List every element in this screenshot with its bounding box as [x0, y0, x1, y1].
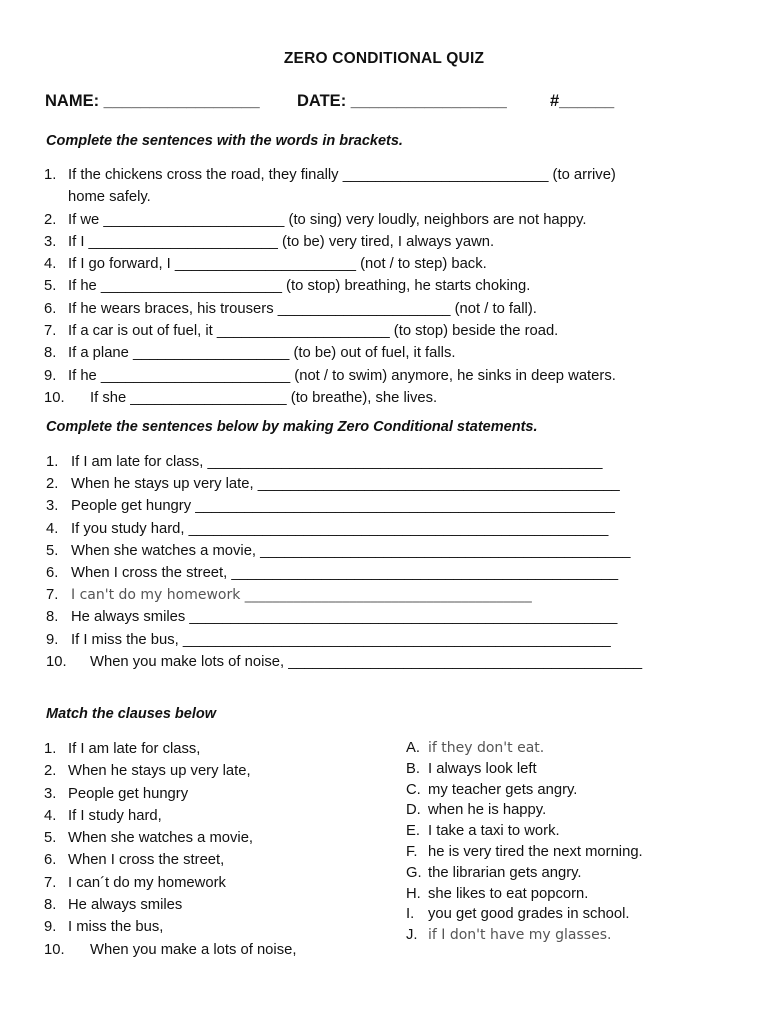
item-text: I always look left	[428, 760, 537, 777]
item-text: When she watches a movie,	[68, 830, 254, 847]
item-number: H.	[406, 885, 421, 902]
list-item	[46, 651, 642, 673]
list-item	[46, 495, 642, 517]
list-item	[406, 863, 643, 884]
item-text: If I miss the bus, ____________________________________________________	[71, 631, 611, 648]
list-item	[406, 780, 643, 801]
item-text: if they don't eat.	[428, 740, 545, 756]
list-item	[406, 925, 643, 946]
item-number: J.	[406, 927, 418, 944]
item-number: 10.	[46, 653, 67, 670]
item-number: F.	[406, 843, 418, 860]
list-item	[44, 738, 296, 760]
item-number: I.	[406, 906, 415, 923]
list-item	[46, 451, 642, 473]
item-text: If I am late for class,	[68, 741, 201, 757]
item-number: 6.	[44, 852, 57, 869]
item-text: People get hungry ___________________________________________________	[71, 498, 615, 515]
item-number: G.	[406, 864, 422, 881]
list-item	[44, 342, 616, 364]
item-text: If I am late for class, ________________________________________________	[71, 454, 603, 470]
section3-left-list	[44, 738, 296, 961]
list-item	[44, 783, 296, 805]
list-item	[44, 849, 296, 871]
item-number: 10.	[44, 941, 65, 958]
section1-instruction: Complete the sentences with the words in brackets.	[46, 133, 403, 149]
item-text: the librarian gets angry.	[428, 864, 582, 881]
item-number: 4.	[46, 520, 59, 537]
list-item	[46, 629, 642, 651]
item-number: 4.	[44, 807, 57, 824]
item-text: If I go forward, I ______________________ (not / to step) back.	[68, 256, 487, 273]
item-number: 6.	[46, 565, 59, 582]
item-text: He always smiles ____________________________________________________	[71, 609, 618, 626]
item-number: 3.	[44, 233, 57, 250]
item-number: 2.	[44, 211, 57, 228]
list-item	[44, 275, 616, 297]
item-number: C.	[406, 781, 421, 798]
item-number: B.	[406, 760, 420, 777]
list-item	[44, 209, 616, 231]
list-item	[44, 231, 616, 253]
section2-instruction: Complete the sentences below by making Zero Conditional statements.	[46, 419, 538, 435]
item-text: I can't do my homework _________________________________________	[71, 587, 532, 604]
list-item	[44, 760, 296, 782]
list-item	[406, 904, 643, 925]
item-number: 7.	[44, 874, 57, 891]
item-text: When I cross the street, _______________________________________________	[71, 565, 619, 582]
item-text: if I don't have my glasses.	[428, 927, 612, 944]
item-text: When you make a lots of noise,	[90, 941, 297, 958]
section3-instruction: Match the clauses below	[46, 706, 217, 722]
list-item	[44, 298, 616, 320]
list-item	[46, 540, 642, 562]
item-number: 3.	[44, 785, 57, 802]
item-number: 5.	[46, 542, 59, 559]
item-text: If I study hard,	[68, 807, 162, 824]
item-text: When he stays up very late, ____________________________________________	[71, 476, 620, 493]
item-number: E.	[406, 823, 420, 840]
section3-right-list	[406, 738, 643, 946]
list-item	[44, 164, 616, 186]
item-text: When you make lots of noise, ___________________________________________	[90, 653, 643, 670]
item-text: If the chickens cross the road, they finally _________________________ (to arrive)	[68, 167, 616, 183]
item-number: D.	[406, 802, 421, 819]
list-item	[44, 320, 616, 342]
item-text: If he _______________________ (not / to swim) anymore, he sinks in deep waters.	[68, 367, 616, 384]
list-item	[406, 842, 643, 863]
item-text: If he wears braces, his trousers _____________________ (not / to fall).	[68, 300, 537, 317]
item-text: If you study hard, ___________________________________________________	[71, 520, 609, 537]
item-text: I miss the bus,	[68, 919, 164, 936]
item-text: If she ___________________ (to breathe), she lives.	[90, 389, 438, 406]
list-item	[44, 387, 616, 409]
list-item	[406, 821, 643, 842]
list-item	[46, 562, 642, 584]
section1-list	[44, 164, 616, 409]
page-title: ZERO CONDITIONAL QUIZ	[283, 50, 485, 67]
list-item	[46, 473, 642, 495]
list-item-continuation: home safely.	[68, 189, 151, 206]
item-number: 9.	[46, 631, 59, 648]
item-text: When I cross the street,	[68, 852, 225, 869]
item-text: I can´t do my homework	[68, 874, 226, 891]
item-number: 9.	[44, 367, 57, 384]
item-number: 1.	[44, 741, 57, 757]
list-item	[406, 884, 643, 905]
item-number: 7.	[44, 323, 57, 340]
student-info-row	[45, 92, 725, 114]
item-number: 1.	[44, 167, 57, 183]
item-text: my teacher gets angry.	[428, 781, 578, 798]
item-number: 5.	[44, 830, 57, 847]
list-item	[46, 606, 642, 628]
list-item	[46, 518, 642, 540]
number-field[interactable]: #______	[550, 92, 615, 110]
list-item	[44, 253, 616, 275]
item-number: 7.	[46, 587, 59, 604]
item-number: 2.	[44, 763, 57, 780]
item-text: she likes to eat popcorn.	[428, 885, 589, 902]
item-text: he is very tired the next morning.	[428, 843, 643, 860]
item-number: 8.	[44, 345, 57, 362]
item-text: If we ______________________ (to sing) very loudly, neighbors are not happy.	[68, 211, 587, 228]
item-number: 3.	[46, 498, 59, 515]
item-number: 6.	[44, 300, 57, 317]
section2-list	[46, 451, 642, 673]
item-text: If a plane ___________________ (to be) out of fuel, it falls.	[68, 345, 456, 362]
item-number: 10.	[44, 389, 65, 406]
name-field[interactable]: NAME: _________________	[45, 92, 260, 110]
item-text: He always smiles	[68, 897, 183, 914]
list-item	[44, 827, 296, 849]
list-item	[406, 738, 643, 759]
item-number: A.	[406, 740, 420, 756]
list-item	[46, 584, 642, 606]
item-number: 2.	[46, 476, 59, 493]
item-number: 1.	[46, 454, 59, 470]
item-text: People get hungry	[68, 785, 189, 802]
item-text: when he is happy.	[428, 802, 547, 819]
list-item	[406, 759, 643, 780]
item-number: 8.	[46, 609, 59, 626]
list-item	[406, 800, 643, 821]
list-item	[44, 939, 296, 961]
item-text: If he ______________________ (to stop) breathing, he starts choking.	[68, 278, 531, 295]
item-text: you get good grades in school.	[428, 906, 630, 923]
list-item	[44, 916, 296, 938]
item-number: 4.	[44, 256, 57, 273]
list-item	[44, 872, 296, 894]
item-text: When she watches a movie, _____________________________________________	[71, 542, 631, 559]
item-number: 8.	[44, 897, 57, 914]
item-number: 5.	[44, 278, 57, 295]
list-item	[44, 894, 296, 916]
item-text: If I _______________________ (to be) very tired, I always yawn.	[68, 233, 495, 250]
item-text: I take a taxi to work.	[428, 823, 560, 840]
item-text: When he stays up very late,	[68, 763, 251, 780]
item-number: 9.	[44, 919, 57, 936]
date-field[interactable]: DATE: _________________	[297, 92, 507, 110]
list-item	[44, 365, 616, 387]
item-text: If a car is out of fuel, it _____________________ (to stop) beside the road.	[68, 323, 559, 340]
list-item	[44, 805, 296, 827]
